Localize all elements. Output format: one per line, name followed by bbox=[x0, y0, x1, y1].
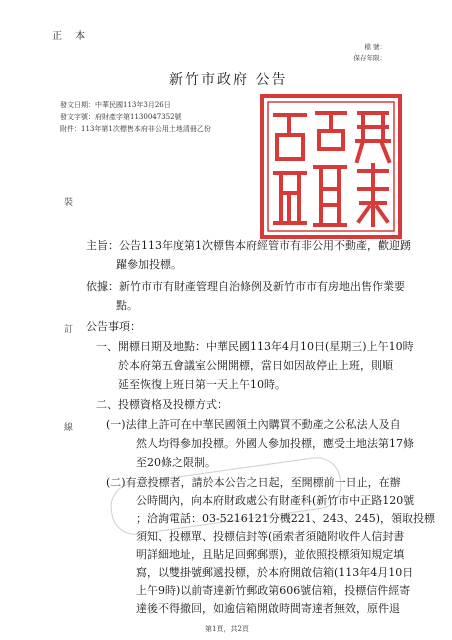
original-copy-mark: 正 本 bbox=[52, 31, 91, 42]
subject-line: 躍參加投標。 bbox=[116, 258, 182, 271]
sub-2-line: (二)有意投標者，請於本公告之日起，至開標前一日止，在辦 bbox=[106, 476, 401, 489]
sub-1-line: 至20條之限制。 bbox=[136, 456, 216, 469]
item-2-heading: 二、投標資格及投標方式： bbox=[96, 398, 228, 411]
official-seal bbox=[259, 93, 403, 240]
page-title: 新竹市政府 公告 bbox=[169, 72, 288, 88]
page-number: 第1頁，共2頁 bbox=[205, 625, 249, 633]
item-1-line: 延至恢復上班日第一天上午10時。 bbox=[118, 378, 286, 391]
attachment-note: 附件：113年第1次標售本府非公用土地清冊乙份 bbox=[60, 125, 211, 133]
document-number: 發文字號：府財產字第1130047352號 bbox=[60, 113, 182, 121]
item-1-line: 一、開標日期及地點：中華民國113年4月10日(星期三)上午10時 bbox=[96, 340, 414, 353]
sub-2-line: 寫，以雙掛號郵遞投標，於本府開啟信箱(113年4月10日 bbox=[136, 566, 414, 579]
binding-margin-char: 線 bbox=[64, 423, 74, 433]
binding-margin-char: 裝 bbox=[64, 198, 74, 208]
sub-2-line: 須知、投標單、投標信封等(函索者須隨附收件人信封書 bbox=[136, 530, 405, 543]
sub-2-line: 公時間內，向本府財政處公有財產科(新竹市中正路120號 bbox=[136, 494, 415, 507]
retention-period-label: 保存年限： bbox=[353, 54, 386, 62]
sub-2-line: 達後不得撤回，如逾信箱開啟時間寄達者無效，原件退 bbox=[136, 602, 400, 615]
sub-1-line: 然人均得參加投標。外國人參加投標，應受土地法第17條 bbox=[136, 437, 414, 450]
sub-2-line: 上午9時)以前寄達新竹郵政第606號信箱，投標信件經寄 bbox=[136, 584, 411, 597]
file-number-label: 檔 號： bbox=[364, 43, 386, 51]
binding-margin-char: 訂 bbox=[64, 325, 74, 335]
notice-heading: 公告事項： bbox=[86, 320, 141, 333]
sub-2-line: ；洽詢電話：03-5216121分機221、243、245)，領取投標 bbox=[136, 512, 435, 525]
basis-line: 點。 bbox=[116, 299, 138, 312]
issue-date: 發文日期：中華民國113年3月26日 bbox=[60, 101, 171, 109]
basis-line: 依據：新竹市市有財產管理自治條例及新竹市市有房地出售作業要 bbox=[86, 280, 405, 293]
sub-1-line: (一)法律上許可在中華民國領土內購買不動產之公私法人及自 bbox=[106, 418, 401, 431]
subject-line: 主旨：公告113年度第1次標售本府經管市有非公用不動產，歡迎踴 bbox=[86, 239, 411, 252]
sub-2-line: 明詳細地址，且貼足回郵郵票)，並依照投標須知規定填 bbox=[136, 548, 405, 561]
item-1-line: 於本府第五會議室公開開標，當日如因故停止上班，則順 bbox=[118, 359, 393, 372]
